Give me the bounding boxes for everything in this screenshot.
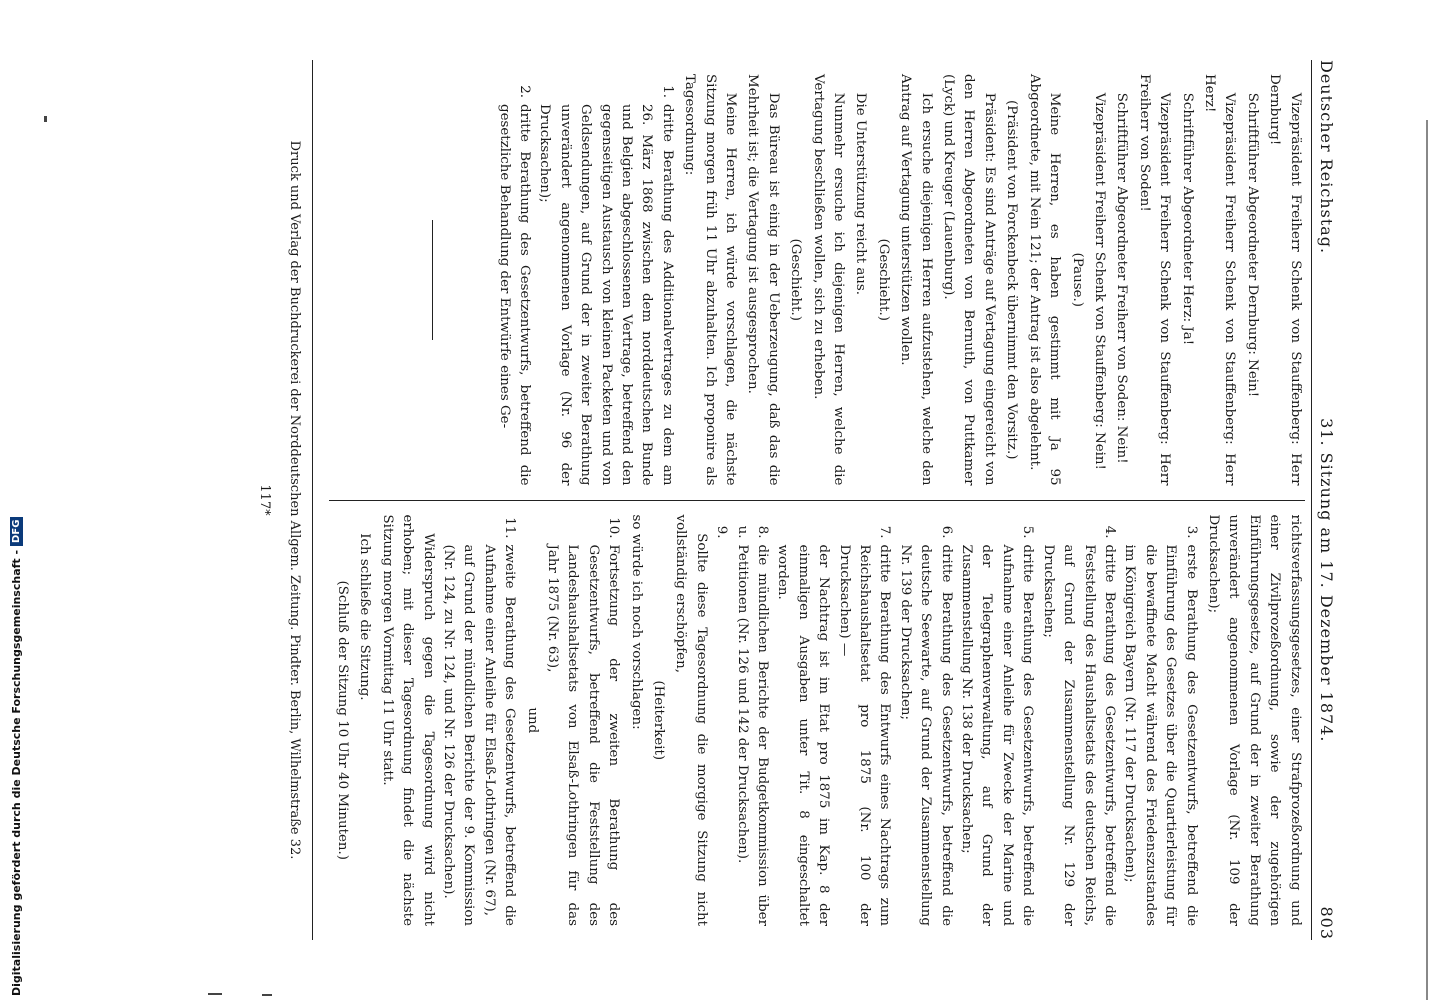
page-header: [1311, 60, 1336, 940]
item-number: 3.: [1183, 525, 1199, 539]
agenda-item: [711, 515, 772, 927]
stage-direction: (Präsident von Forckenbeck übernimmt den Vorsitz.): [1004, 100, 1020, 460]
left-column: [330, 60, 1305, 500]
paragraph: Ich ersuche diejenigen Herren aufzustehen, welche den Antrag auf Vertagung unterstützen wollen.: [898, 74, 934, 486]
agenda-item: [1037, 515, 1119, 927]
item-text: auf Grund der mündlichen Berichte der 9. Kommission (Nr. 124, zu Nr. 124, und Nr. 126 der Drucksachen).: [440, 544, 477, 926]
paragraph: Schriftführer Abgeordneter Dernburg: Nein!: [1244, 92, 1260, 398]
conjunction: und: [524, 707, 540, 734]
paragraph: Präsident: Es sind Anträge auf Vertagung eingereicht von den Herren Abgeordneten von Bernuth, von Puttkamer (Lyck) und Kreuger (Lauenburg).: [941, 74, 997, 486]
scan-speck: [262, 994, 272, 996]
scan-speck: [208, 993, 222, 995]
item-number: 6.: [938, 525, 954, 539]
item-text: die mündlichen Berichte der Budgetkommission über Petitionen (Nr. 126 und 142 der Drucksachen).: [734, 544, 771, 926]
item-text: der Nachtrag ist im Etat pro 1875 im Kap. 8 der einmaligen Ausgaben unter Tit. 8 eingeschaltet worden.: [775, 544, 832, 926]
paragraph: Meine Herren, ich würde vorschlagen, die nächste Sitzung morgen früh 11 Uhr abzuhalten. Ich proponire als Tagesordnung:: [682, 74, 739, 486]
item-number: 10.: [606, 517, 622, 539]
stage-direction: (Geschieht.): [875, 238, 891, 322]
agenda-item: [894, 515, 955, 927]
item-text: zweite Berathung des Gesetzentwurfs, betreffend die Aufnahme einer Anleihe für Elsaß-Lothringen (Nr. 67),: [481, 544, 518, 926]
item-text: dritte Berathung des Additionalvertrages zu dem am 26. März 1868 zwischen dem norddeutschen Bunde und Belgien abgeschlossenen Vertrage, betreffend den gegenseitigen Austausch von kleinen Packeten und von Geldsendungen, auf Grund der in zweiter Berathung unverändert angenommenen Vorlage (Nr. 96 der Drucksachen);: [537, 104, 675, 486]
item-text: dritte Berathung des Gesetzentwurfs, betreffend die deutsche Seewarte, auf Grund der Zusammenstellung Nr. 139 der Drucksachen;: [897, 544, 954, 926]
scan-edge: [1426, 120, 1428, 1000]
paragraph: richtsverfassungsgesetzes, einer Strafprozeßordnung und einer Zivilprozeßordnung, sowie der zugehörigen Einführungsgesetze, auf Grund der in zweiter Berathung unverändert angenommenen Vorlage (Nr. 109 der Drucksachen);: [1205, 514, 1303, 926]
header-page-number: 803: [1317, 906, 1336, 940]
printer-imprint: Druck und Verlag der Buchdruckerei der Norddeutschen Allgem. Zeitung. Pindter. Berlin, Wilhelmstraße 32.: [284, 60, 313, 940]
agenda-note: [772, 515, 833, 927]
paragraph: so würde ich noch vorschlagen:: [628, 514, 644, 730]
item-text: dritte Berathung des Gesetzentwurfs, betreffend die Feststellung des Haushaltsetats des deutschen Reichs, auf Grund der Zusammenstellung Nr. 129 der Drucksachen;: [1040, 544, 1117, 926]
stage-direction: (Heiterkeit): [651, 680, 666, 761]
item-text: dritte Berathung des Gesetzentwurfs, betreffend die Aufnahme einer Anleihe für Zwecke der Marine und der Telegraphenverwaltung, auf Grund der Zusammenstellung Nr. 138 der Drucksachen;: [959, 544, 1036, 926]
paragraph: Sollte diese Tagesordnung die morgige Sitzung nicht vollständig erschöpfen,: [673, 514, 709, 926]
document-page: [66, 20, 1366, 980]
item-text: dritte Berathung des Entwurfs eines Nachtrags zum Reichshaushaltsetat pro 1875 (Nr. 100 der Drucksachen) —: [836, 544, 893, 926]
item-number: 1.: [659, 85, 675, 98]
paragraph: Vizepräsident Freiherr Schenk von Stauffenberg: Herr Herz!: [1201, 74, 1238, 486]
agenda-item: [956, 515, 1038, 927]
stage-direction: (Geschieht.): [788, 238, 804, 322]
digitization-watermark: [6, 0, 26, 1000]
paragraph: Vizepräsident Freiherr Schenk von Stauffenberg: Herr Freiherr von Soden!: [1136, 74, 1173, 486]
agenda-item: [833, 515, 894, 927]
agenda-note: [438, 515, 479, 927]
item-number: 7.: [877, 525, 893, 539]
right-column: [330, 500, 1305, 941]
paragraph: Schriftführer Abgeordneter Herz: Ja!: [1179, 92, 1195, 346]
header-center: 31. Sitzung am 17. Dezember 1874.: [1317, 418, 1336, 743]
agenda-item: [1119, 515, 1201, 927]
agenda-item: [478, 515, 519, 927]
divider: [432, 220, 433, 340]
item-number: 4.: [1101, 525, 1117, 539]
paragraph: Widerspruch gegen die Tagesordnung wird nicht erhoben; mit dieser Tagesordnung findet die nächste Sitzung morgen Vormittag 11 Uhr statt.: [379, 514, 436, 926]
item-number: 5.: [1020, 525, 1036, 539]
closing-note: (Schluß der Sitzung 10 Uhr 40 Minuten.): [334, 580, 350, 861]
item-number: 2.: [516, 85, 532, 98]
paragraph: Vizepräsident Freiherr Schenk von Stauffenberg: Nein!: [1091, 92, 1107, 470]
item-text: Fortsetzung der zweiten Berathung des Gesetzentwurfs, betreffend die Feststellung des Landeshaushaltsetats von Elsaß-Lothringen für das Jahr 1875 (Nr. 63),: [544, 544, 622, 926]
watermark-text: Digitalisierung gefördert durch die Deutsche Forschungsgemeinschaft -: [9, 549, 23, 996]
scan-speck: [44, 116, 47, 122]
item-text: erste Berathung des Gesetzentwurfs, betreffend die Einführung des Gesetzes über die Quartierleistung für die bewaffnete Macht während des Friedenszustandes im Königreich Bayern (Nr. 117 der Drucksachen);: [1122, 544, 1199, 926]
item-number: 8. u. 9.: [714, 525, 771, 539]
agenda-item: [493, 74, 534, 486]
paragraph: Ich schließe die Sitzung.: [357, 533, 373, 701]
dfg-logo: DFG: [10, 517, 23, 546]
paragraph: Das Büreau ist einig in der Ueberzeugung, daß das die Mehrheit ist; die Vertagung ist ausgesprochen.: [745, 74, 781, 486]
item-text: dritte Berathung des Gesetzentwurfs, betreffend die gesetzliche Behandlung der Entwürfe eines Ge-: [496, 104, 532, 486]
paragraph: Meine Herren, es haben gestimmt mit Ja 95 Abgeordnete, mit Nein 121; der Antrag ist also abgelehnt.: [1026, 74, 1063, 486]
stage-direction: (Pause.): [1069, 252, 1085, 308]
item-number: 11.: [502, 517, 518, 539]
agenda-item: [542, 515, 624, 927]
header-left: Deutscher Reichstag.: [1317, 60, 1336, 255]
agenda-item: [534, 74, 677, 486]
footer-page-number: 117*: [257, 484, 273, 516]
paragraph: Die Unterstützung reicht aus.: [853, 92, 869, 296]
paragraph: Schriftführer Abgeordneter Freiherr von Soden: Nein!: [1114, 92, 1130, 464]
paragraph: Nunmehr ersuche ich diejenigen Herren, welche die Vertagung beschließen wollen, sich zu erheben.: [810, 74, 847, 486]
paragraph: Vizepräsident Freiherr Schenk von Stauffenberg: Herr Dernburg!: [1267, 74, 1303, 486]
